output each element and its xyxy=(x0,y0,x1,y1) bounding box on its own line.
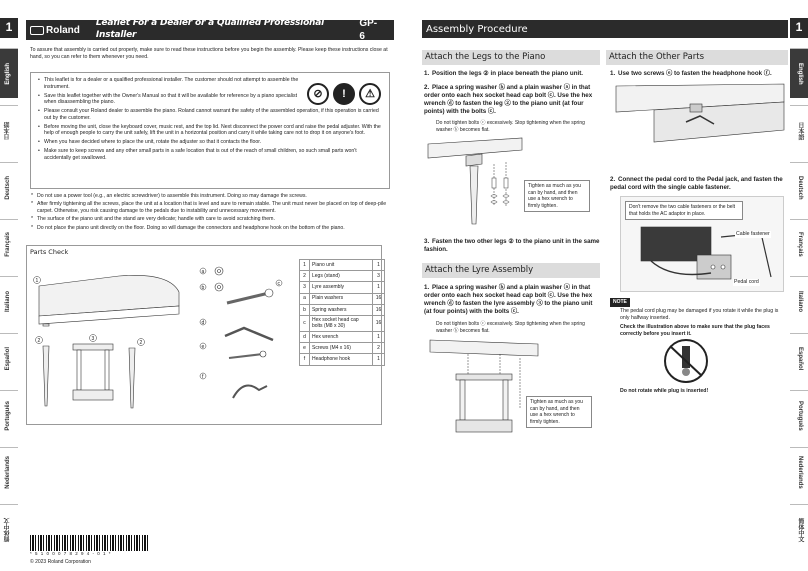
lang-tab-french[interactable]: Français xyxy=(0,219,18,269)
legs-step-2: 2. Place a spring washer ⓑ and a plain washer ⓐ in that order onto each hex socket head cap bolt ⓒ. Use the hex wrench ⓓ to fasten the leg ② to the piano unit (at four points) with the bolts ⓒ. xyxy=(424,84,593,116)
lang-tab-french[interactable]: Français xyxy=(790,219,808,269)
svg-text:d: d xyxy=(201,320,205,326)
barcode-number: * 5 1 0 0 0 7 8 2 9 4 - 0 1 * xyxy=(30,551,112,556)
roland-logo-icon xyxy=(30,26,44,35)
lang-tab-portuguese[interactable]: Português xyxy=(0,390,18,440)
notice-item: • Save this leaflet together with the Owner's Manual so that it will be available for reference by a piano specialist when disassembling the piano. xyxy=(37,93,309,107)
lyre-callout: Tighten as much as you can by hand, and then use a hex wrench to firmly tighten. xyxy=(526,396,592,428)
table-row: f Headphone hook 1 xyxy=(300,354,385,365)
drop-hazard-icon: ⚠ xyxy=(359,83,381,105)
safety-notice-box xyxy=(30,72,390,189)
headphone-hook-illustration xyxy=(614,82,786,170)
table-row: b Spring washers 16 xyxy=(300,304,385,315)
lang-tab-spanish[interactable]: Español xyxy=(790,333,808,383)
notice-item: • Before moving the unit, close the keyboard cover, music rest, and the top lid. Next disconnect the power cord and raise the pedal adjuster. With the help of enough people to carry the unit safely, lift the unit in a horizontal position and carry it while taking care not to drop it on anyone's foot. xyxy=(37,124,385,138)
parts-illustration xyxy=(29,258,279,423)
lang-tab-dutch[interactable]: Nederlands xyxy=(790,447,808,497)
lyre-step-1: 1. Place a spring washer ⓑ and a plain washer ⓐ in that order onto each hex socket head cap bolt ⓒ. Use the hex wrench ⓓ to fasten the lyre assembly ③ to the piano unit (at four points) with the bolts ⓒ. xyxy=(424,284,593,316)
lang-tab-german[interactable]: Deutsch xyxy=(790,162,808,212)
lang-tab-dutch[interactable]: Nederlands xyxy=(0,447,18,497)
svg-text:3: 3 xyxy=(91,336,95,342)
lang-tab-chinese[interactable]: 简体中文 xyxy=(790,504,808,554)
svg-text:b: b xyxy=(201,285,205,291)
parts-check-box xyxy=(26,245,382,425)
note-text: The pedal cord plug may be damaged if you rotate it while the plug is only halfway inserted. xyxy=(620,308,779,321)
svg-text:c: c xyxy=(277,281,280,287)
title-bar xyxy=(26,20,394,40)
model-name: GP-6 xyxy=(359,18,378,42)
label-pedal-cord: Pedal cord xyxy=(734,279,759,285)
lang-tab-portuguese[interactable]: Português xyxy=(790,390,808,440)
legs-step-3: 3. Fasten the two other legs ② to the piano unit in the same fashion. xyxy=(424,238,600,254)
caution-item: * Do not place the piano unit directly on the floor. Doing so will damage the connectors and headphone hook on the bottom of the piano. xyxy=(30,225,390,232)
lang-tab-spanish[interactable]: Español xyxy=(0,333,18,383)
lang-tab-english[interactable]: English xyxy=(790,48,808,98)
intro-text: To assure that assembly is carried out properly, make sure to read these instructions before you begin the assembly. Please keep these instructions close at hand, so you can refer to them whenever you need. xyxy=(30,47,388,60)
legs-callout: Tighten as much as you can by hand, and then use a hex wrench to firmly tighten. xyxy=(524,180,590,212)
lang-tab-chinese[interactable]: 简体中文 xyxy=(0,504,18,554)
notice-item: • Make sure to keep screws and any other small parts in a safe location that is out of the reach of small children, so such small parts won't accidentally get swallowed. xyxy=(37,148,385,162)
plug-rotation-illustration xyxy=(662,338,710,384)
lyre-note: Do not tighten bolts ⓒ excessively. Stop tightening when the spring washer ⓑ becomes flat. xyxy=(436,321,585,334)
table-row: d Hex wrench 1 xyxy=(300,331,385,342)
notice-item: • Please consult your Roland dealer to assemble the piano. Roland cannot warrant the safety of the assembled operation, if this operation is carried out by the customer. xyxy=(37,108,385,122)
section-attach-lyre: Attach the Lyre Assembly xyxy=(422,263,600,278)
notice-item: • When you have decided where to place the unit, rotate the adjuster so that it contacts the floor. xyxy=(37,139,385,146)
page-number: 1 xyxy=(790,18,808,38)
barcode xyxy=(30,535,150,551)
lyre-illustration xyxy=(428,338,540,438)
exclamation-icon: ! xyxy=(333,83,355,105)
note-tag: NOTE xyxy=(610,298,630,307)
notice-item: • This leaflet is for a dealer or a qualified professional installer. The customer should not attempt to assemble the instrument. xyxy=(37,77,309,91)
svg-text:f: f xyxy=(202,374,204,380)
svg-text:a: a xyxy=(201,269,205,275)
svg-text:1: 1 xyxy=(35,278,39,284)
lang-tab-german[interactable]: Deutsch xyxy=(0,162,18,212)
note-check: Check the illustration above to make sure that the plug faces correctly before you insert it. xyxy=(620,324,770,337)
prohibited-icon: ⊘ xyxy=(307,83,329,105)
caution-item: * Do not use a power tool (e.g., an electric screwdriver) to assemble this instrument. Doing so may damage the screws. xyxy=(30,193,390,200)
label-cable-fastener: Cable fastener xyxy=(736,231,770,237)
legs-step-1: 1. Position the legs ② in place beneath the piano unit. xyxy=(424,70,583,77)
svg-text:2: 2 xyxy=(37,338,41,344)
other-step-2: 2. Connect the pedal cord to the Pedal jack, and fasten the pedal cord with the single cable fastener. xyxy=(610,176,783,192)
language-tabs xyxy=(790,48,808,558)
section-attach-legs: Attach the Legs to the Piano xyxy=(422,50,600,65)
other-step-1: 1. Use two screws ⓔ to fasten the headphone hook ⓕ. xyxy=(610,70,772,77)
lang-tab-japanese[interactable]: 日本語 xyxy=(790,105,808,155)
leaflet-title: Leaflet For a Dealer or a Qualified Professional Installer xyxy=(95,18,325,40)
lang-tab-english[interactable]: English xyxy=(0,48,18,98)
section-attach-other: Attach the Other Parts xyxy=(606,50,788,65)
lang-tab-japanese[interactable]: 日本語 xyxy=(0,105,18,155)
copyright: © 2023 Roland Corporation xyxy=(30,559,91,565)
note-warning: Do not rotate while plug is inserted! xyxy=(620,388,709,394)
section-header: Assembly Procedure xyxy=(422,20,788,38)
pedal-cord-illustration xyxy=(620,196,784,292)
right-page xyxy=(404,0,808,571)
caution-item: * The surface of the piano unit and the stand are very delicate; handle with care to avoid scratching them. xyxy=(30,216,390,223)
table-row: c Hex socket head cap bolts (M8 x 30) 16 xyxy=(300,315,385,331)
page-number: 1 xyxy=(0,18,18,38)
warning-icons xyxy=(307,83,381,105)
parts-check-title: Parts Check xyxy=(30,248,69,256)
table-row: 3 Lyre assembly 1 xyxy=(300,282,385,293)
table-row: 2 Legs (stand) 3 xyxy=(300,271,385,282)
legs-illustration xyxy=(426,136,526,228)
table-row: a Plain washers 16 xyxy=(300,293,385,304)
caution-list xyxy=(30,193,390,233)
lang-tab-italian[interactable]: Italiano xyxy=(790,276,808,326)
table-row: e Screws (M4 x 16) 2 xyxy=(300,343,385,354)
svg-text:2: 2 xyxy=(139,340,143,346)
table-row: 1 Piano unit 1 xyxy=(300,260,385,271)
brand-logo: Roland xyxy=(30,24,80,37)
lang-tab-italian[interactable]: Italiano xyxy=(0,276,18,326)
caution-item: * After firmly tightening all the screws, place the unit at a location that is level and sure to remain stable. The unit must never be placed on top of deep-pile carpet. Otherwise, you risk causing damage to the pedals due to instability and unnecessary movement. xyxy=(30,201,390,215)
parts-table xyxy=(299,259,385,366)
svg-text:e: e xyxy=(201,344,205,350)
language-tabs xyxy=(0,48,18,558)
cable-fastener-callout: Don't remove the two cable fasteners or the belt that holds the AC adaptor in place. xyxy=(625,201,743,220)
legs-note: Do not tighten bolts ⓒ excessively. Stop tightening when the spring washer ⓑ becomes flat. xyxy=(436,120,585,133)
